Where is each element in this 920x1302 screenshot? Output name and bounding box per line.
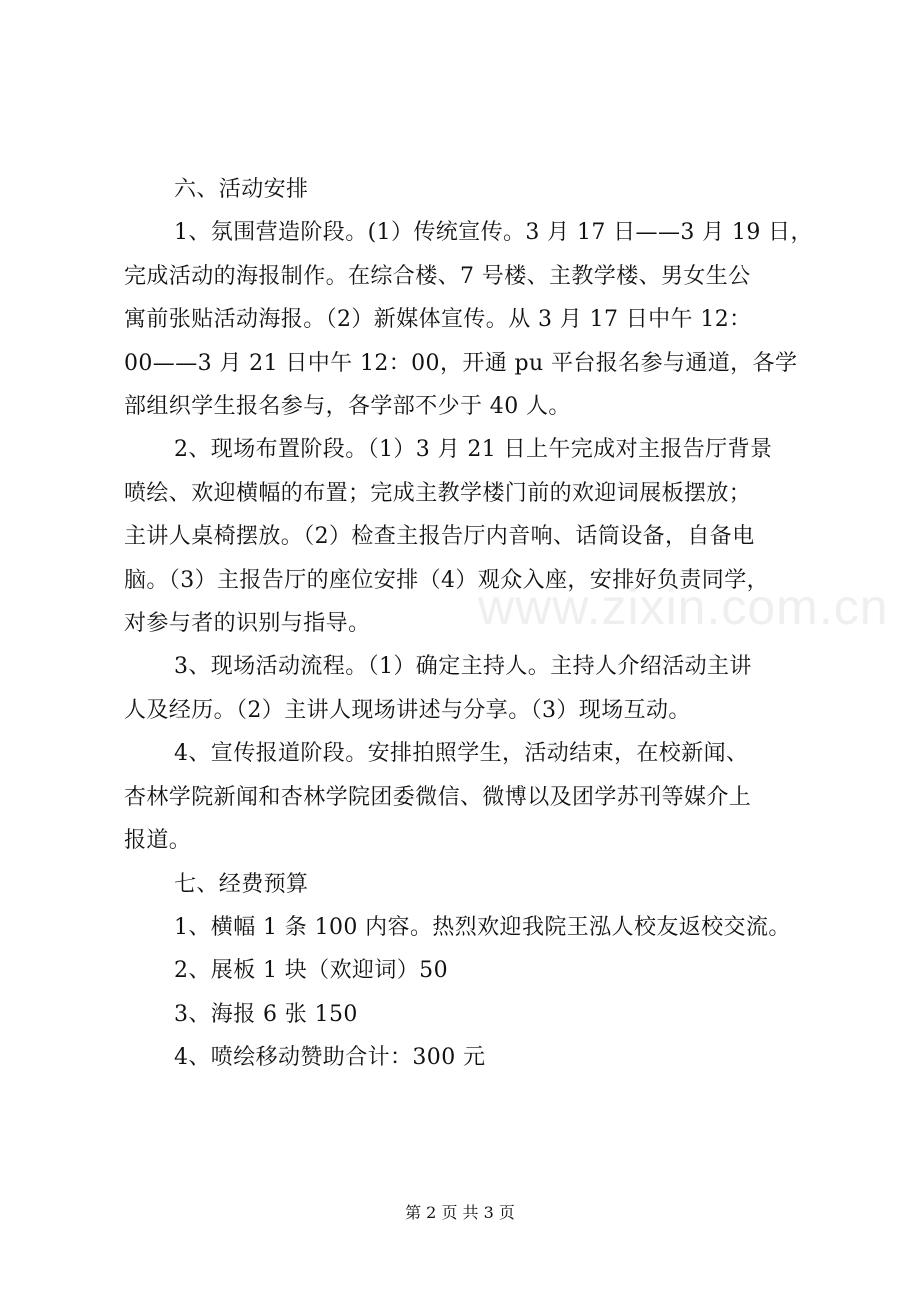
budget-item: 4、喷绘移动赞助合计：300 元 xyxy=(174,1045,486,1071)
paragraph-line: 主讲人桌椅摆放。（2）检查主报告厅内音响、话筒设备，自备电 xyxy=(124,524,755,550)
section-heading-activity-arrangement: 六、活动安排 xyxy=(174,177,309,202)
paragraph-line: 杏林学院新闻和杏林学院团委微信、微博以及团学苏刊等媒介上 xyxy=(124,784,752,810)
page-footer: 第 2 页 共 3 页 xyxy=(405,1203,515,1222)
paragraph-line: 2、现场布置阶段。（1）3 月 21 日上午完成对主报告厅背景 xyxy=(174,437,773,463)
paragraph-line: 人及经历。（2）主讲人现场讲述与分享。（3）现场互动。 xyxy=(124,697,691,723)
budget-item: 1、横幅 1 条 100 内容。热烈欢迎我院王泓人校友返校交流。 xyxy=(174,914,791,940)
paragraph-line: 00——3 月 21 日中午 12：00，开通 pu 平台报名参与通道，各学 xyxy=(124,350,798,376)
paragraph-line: 寓前张贴活动海报。（2）新媒体宣传。从 3 月 17 日中午 12： xyxy=(124,307,752,333)
section-heading-budget: 七、经费预算 xyxy=(174,871,309,897)
paragraph-line: 1、氛围营造阶段。(1）传统宣传。3 月 17 日——3 月 19 日， xyxy=(174,220,813,246)
paragraph-line: 完成活动的海报制作。在综合楼、7 号楼、主教学楼、男女生公 xyxy=(124,263,751,289)
budget-item: 2、展板 1 块（欢迎词）50 xyxy=(174,958,448,984)
paragraph-line: 对参与者的识别与指导。 xyxy=(124,611,371,637)
paragraph-line: 喷绘、欢迎横幅的布置；完成主教学楼门前的欢迎词展板摆放； xyxy=(124,480,752,506)
paragraph-line: 3、现场活动流程。（1）确定主持人。主持人介绍活动主讲 xyxy=(174,654,752,680)
paragraph-line: 4、宣传报道阶段。安排拍照学生，活动结束，在校新闻、 xyxy=(174,741,749,767)
budget-item: 3、海报 6 张 150 xyxy=(174,1001,358,1027)
paragraph-line: 部组织学生报名参与，各学部不少于 40 人。 xyxy=(124,394,571,420)
watermark: www.zixin.com.cn xyxy=(478,579,889,635)
paragraph-line: 报道。 xyxy=(124,828,192,854)
paragraph-line: 脑。（3）主报告厅的座位安排（4）观众入座，安排好负责同学， xyxy=(124,567,769,593)
